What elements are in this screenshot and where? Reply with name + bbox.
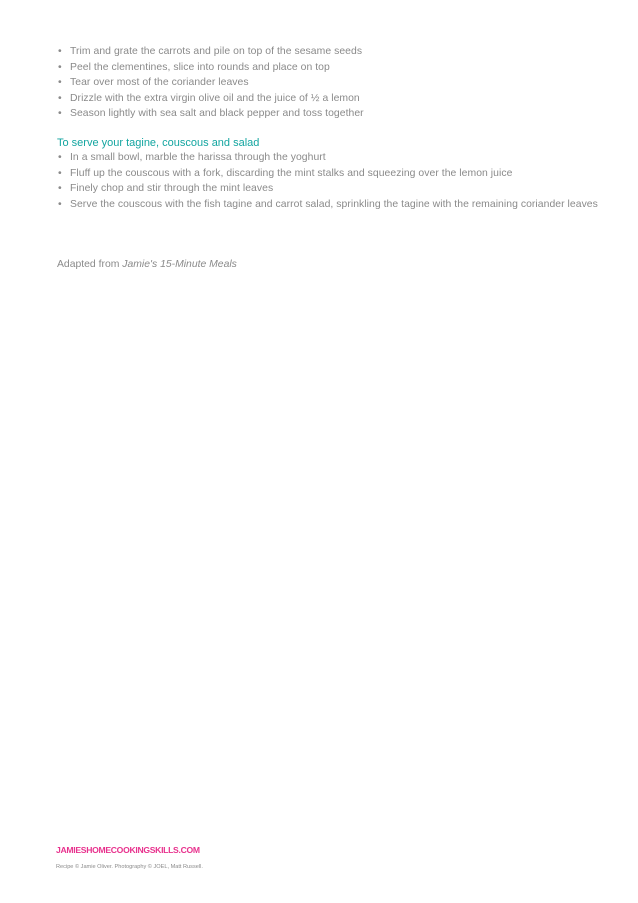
step-text: Fluff up the couscous with a fork, discarding the mint stalks and squeezing over the lemon juice [70, 167, 513, 179]
step-text: Season lightly with sea salt and black pepper and toss together [70, 108, 364, 120]
step-text: Trim and grate the carrots and pile on top of the sesame seeds [70, 46, 363, 57]
list-item [58, 150, 598, 166]
list-item [58, 75, 598, 91]
bullet-icon: • [58, 198, 62, 210]
photo-credit: Recipe © Jamie Oliver. Photography © JOEL, Matt Russell. [56, 864, 203, 870]
step-text: Drizzle with the extra virgin olive oil and the juice of ½ a lemon [70, 92, 360, 104]
list-item [58, 44, 598, 60]
bullet-icon: • [58, 46, 62, 57]
carrot-salad-steps-list [58, 44, 598, 122]
attribution [57, 257, 237, 272]
bullet-icon: • [58, 167, 62, 179]
section-heading: To serve your tagine, couscous and salad [57, 137, 260, 149]
list-item [58, 60, 598, 76]
bullet-icon: • [58, 152, 62, 163]
bullet-icon: • [58, 61, 62, 73]
site-link[interactable]: JAMIESHOMECOOKINGSKILLS.COM [56, 845, 200, 855]
bullet-icon: • [58, 92, 62, 104]
bullet-icon: • [58, 108, 62, 120]
list-item [58, 91, 598, 107]
list-item [58, 106, 598, 122]
step-text: Serve the couscous with the fish tagine and carrot salad, sprinkling the tagine with the remaining coriander leaves [70, 198, 598, 210]
list-item [58, 197, 598, 213]
list-item [58, 166, 598, 182]
serve-steps-list [58, 150, 598, 212]
step-text: Finely chop and stir through the mint leaves [70, 183, 274, 195]
bullet-icon: • [58, 183, 62, 195]
bullet-icon: • [58, 77, 62, 89]
list-item [58, 181, 598, 197]
step-text: Peel the clementines, slice into rounds and place on top [70, 61, 330, 73]
book-title: Jamie's 15-Minute Meals [122, 259, 237, 270]
step-text: In a small bowl, marble the harissa through the yoghurt [70, 152, 326, 163]
step-text: Tear over most of the coriander leaves [70, 77, 249, 89]
attribution-prefix: Adapted from [57, 259, 123, 270]
